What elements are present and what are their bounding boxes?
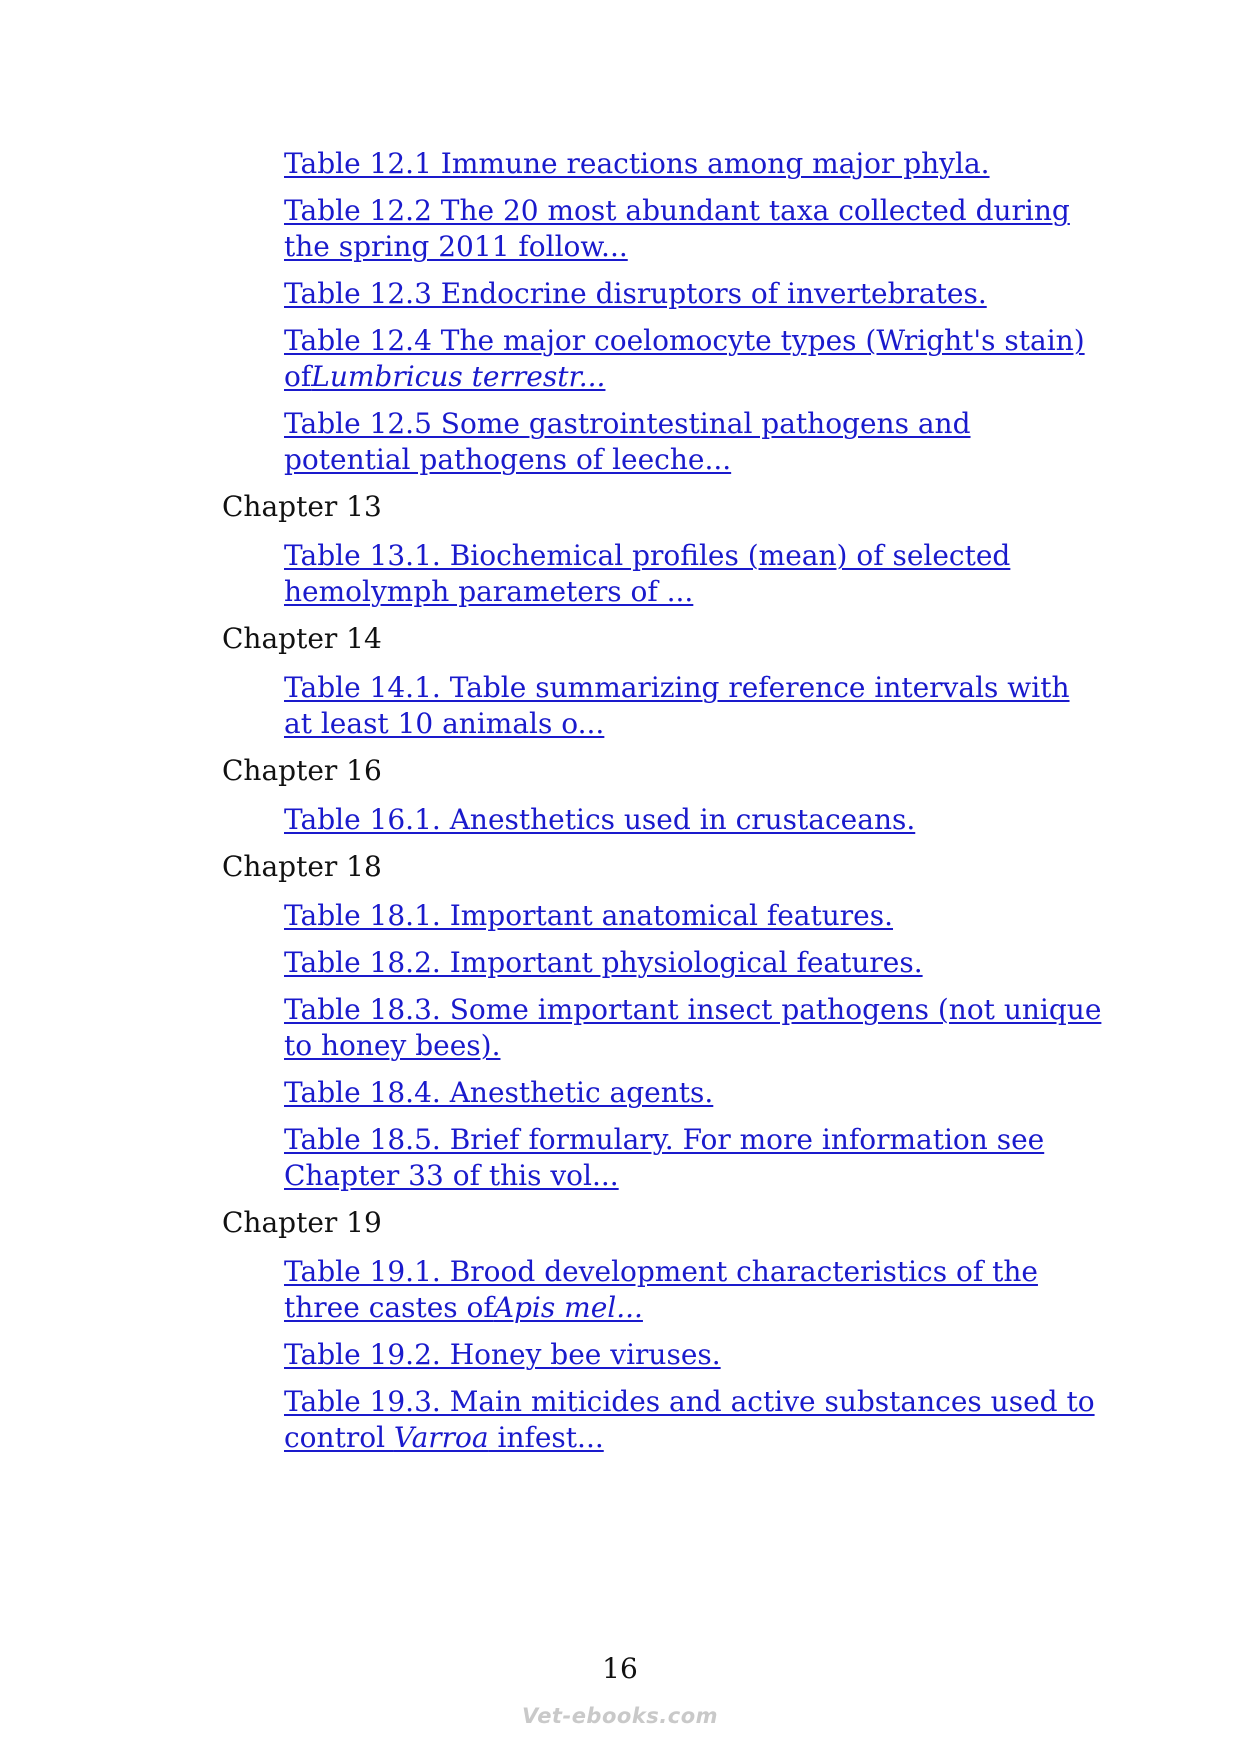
link-text: Table 19.3. Main miticides and active substances used to control bbox=[284, 1385, 1095, 1454]
toc-entry bbox=[284, 945, 1102, 981]
table-link[interactable] bbox=[284, 1076, 713, 1109]
table-link[interactable] bbox=[284, 803, 915, 836]
table-link[interactable] bbox=[284, 539, 1010, 608]
link-text: Table 18.1. Important anatomical features. bbox=[284, 899, 893, 932]
table-link[interactable] bbox=[284, 671, 1070, 740]
table-link[interactable] bbox=[284, 946, 923, 979]
link-text: Table 18.4. Anesthetic agents. bbox=[284, 1076, 714, 1109]
link-text: Table 18.3. Some important insect pathogens (not unique to honey bees). bbox=[284, 993, 1102, 1062]
toc-entry bbox=[284, 1254, 1102, 1326]
table-link[interactable] bbox=[284, 147, 990, 180]
table-link[interactable] bbox=[284, 277, 987, 310]
toc-entry bbox=[284, 146, 1102, 182]
chapter-heading: Chapter 19 bbox=[222, 1206, 382, 1239]
link-text: Table 18.2. Important physiological features. bbox=[284, 946, 923, 979]
table-link[interactable] bbox=[284, 407, 971, 476]
table-link[interactable] bbox=[284, 1338, 721, 1371]
toc-entry bbox=[284, 1122, 1102, 1194]
chapter-heading: Chapter 14 bbox=[222, 622, 382, 655]
link-text: Table 12.3 Endocrine disruptors of invertebrates. bbox=[284, 277, 987, 310]
toc-entry bbox=[284, 538, 1102, 610]
toc-entry bbox=[284, 1075, 1102, 1111]
link-text: Table 19.2. Honey bee viruses. bbox=[284, 1338, 721, 1371]
chapter-heading: Chapter 13 bbox=[222, 490, 382, 523]
table-link[interactable] bbox=[284, 324, 1085, 393]
table-of-contents bbox=[222, 146, 1102, 1467]
link-text: Table 18.5. Brief formulary. For more information see Chapter 33 of this vol... bbox=[284, 1123, 1045, 1192]
toc-entry bbox=[284, 992, 1102, 1064]
table-link[interactable] bbox=[284, 1385, 1095, 1454]
link-text: Table 12.1 Immune reactions among major phyla. bbox=[284, 147, 990, 180]
chapter-heading: Chapter 18 bbox=[222, 850, 382, 883]
table-link[interactable] bbox=[284, 1123, 1044, 1192]
link-text: Table 12.2 The 20 most abundant taxa collected during the spring 2011 follow... bbox=[284, 194, 1070, 263]
chapter-heading: Chapter 16 bbox=[222, 754, 382, 787]
toc-entry bbox=[284, 193, 1102, 265]
watermark-logo: Vet-ebooks.com bbox=[521, 1704, 719, 1728]
toc-entry bbox=[284, 898, 1102, 934]
toc-entry bbox=[284, 670, 1102, 742]
toc-entry bbox=[284, 1384, 1102, 1456]
toc-entry bbox=[284, 802, 1102, 838]
table-link[interactable] bbox=[284, 993, 1101, 1062]
italic-text: Apis mel... bbox=[493, 1291, 643, 1324]
table-link[interactable] bbox=[284, 194, 1070, 263]
toc-entry bbox=[284, 1337, 1102, 1373]
italic-text: Lumbricus terrestr... bbox=[311, 360, 606, 393]
table-link[interactable] bbox=[284, 1255, 1038, 1324]
page-number: 16 bbox=[602, 1652, 638, 1685]
toc-entry bbox=[284, 323, 1102, 395]
link-text: Table 12.5 Some gastrointestinal pathogens and potential pathogens of leeche... bbox=[284, 407, 971, 476]
italic-text: Varroa bbox=[393, 1421, 489, 1454]
link-text: Table 19.1. Brood development characteristics of the three castes of bbox=[284, 1255, 1038, 1324]
table-link[interactable] bbox=[284, 899, 893, 932]
link-text: infest... bbox=[488, 1421, 604, 1454]
link-text: Table 12.4 The major coelomocyte types (Wright's stain) of bbox=[284, 324, 1085, 393]
link-text: Table 14.1. Table summarizing reference intervals with at least 10 animals o... bbox=[284, 671, 1070, 740]
toc-entry bbox=[284, 406, 1102, 478]
link-text: Table 16.1. Anesthetics used in crustaceans. bbox=[284, 803, 916, 836]
toc-entry bbox=[284, 276, 1102, 312]
link-text: Table 13.1. Biochemical profiles (mean) of selected hemolymph parameters of ... bbox=[284, 539, 1011, 608]
